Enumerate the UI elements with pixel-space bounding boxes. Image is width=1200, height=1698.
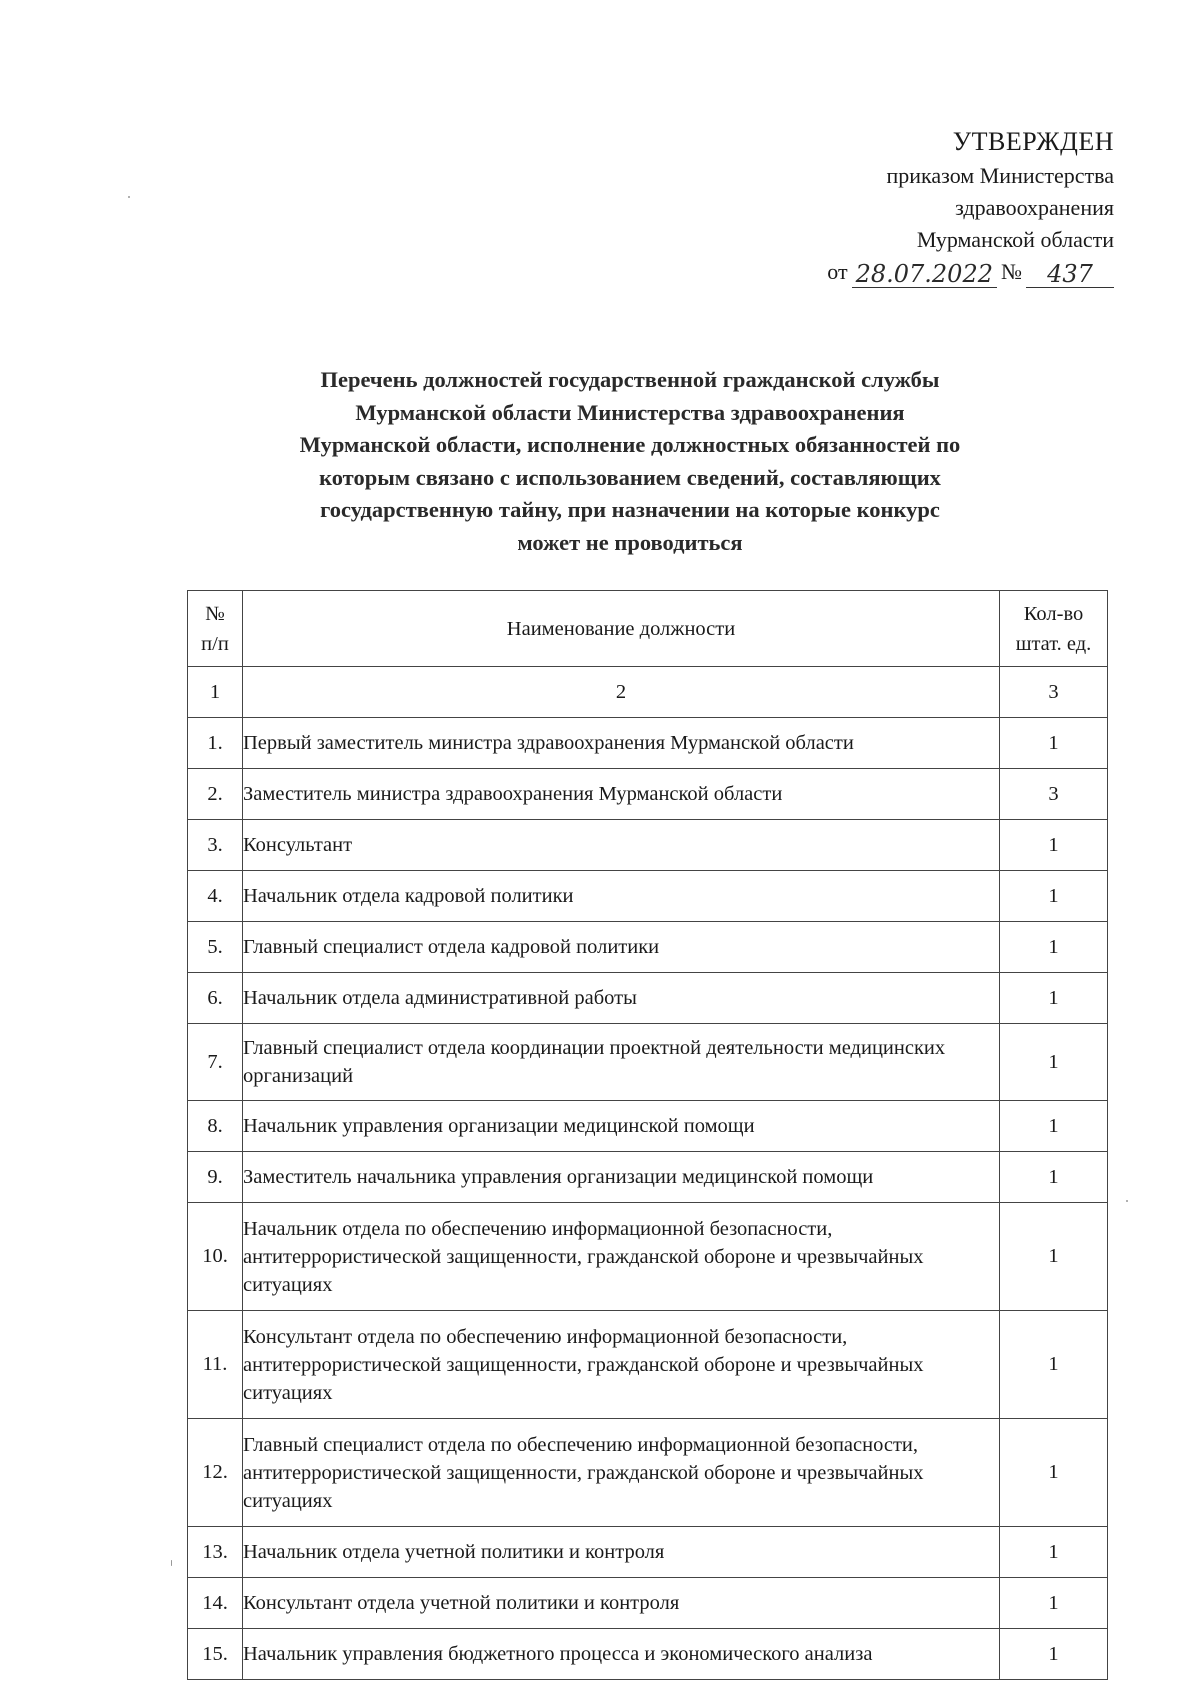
table-row [188,973,1108,1024]
row-qty: 1 [1000,1578,1108,1629]
row-name: Консультант отдела учетной политики и контроля [243,1578,1000,1629]
row-qty: 1 [1000,1152,1108,1203]
row-num: 14. [188,1578,243,1629]
heading-line-1: Перечень должностей государственной гражданской службы [320,367,940,392]
row-name: Начальник управления бюджетного процесса и экономического анализа [243,1629,1000,1680]
table-row [188,1152,1108,1203]
row-num: 5. [188,922,243,973]
row-qty: 1 [1000,718,1108,769]
row-num: 9. [188,1152,243,1203]
row-qty: 1 [1000,1419,1108,1527]
column-index-row [188,667,1108,718]
number-label: № [1001,259,1022,284]
table-row [188,1024,1108,1101]
row-name: Главный специалист отдела по обеспечению информационной безопасности, антитеррористической защищенности, гражданской обороне и чрезвычайных ситуациях [243,1419,1000,1527]
approval-line-2: здравоохранения [955,195,1114,220]
row-qty: 1 [1000,871,1108,922]
table-row [188,1311,1108,1419]
header-qty [1000,591,1108,667]
row-qty: 1 [1000,820,1108,871]
heading-line-2: Мурманской области Министерства здравоохранения [355,399,905,425]
row-name: Первый заместитель министра здравоохранения Мурманской области [243,718,1000,769]
table-row [188,1629,1108,1680]
row-qty: 1 [1000,973,1108,1024]
table-row [188,1578,1108,1629]
heading-line-4: которым связано с использованием сведений, составляющих [319,464,941,490]
handwritten-number: 437 [1026,261,1114,288]
approval-date-line [827,256,1114,288]
row-name: Заместитель начальника управления организации медицинской помощи [243,1152,1000,1203]
table-header-row [188,591,1108,667]
row-name: Начальник отдела учетной политики и контроля [243,1527,1000,1578]
table-row [188,1101,1108,1152]
row-qty: 3 [1000,769,1108,820]
scan-speck [1126,1200,1128,1202]
scan-speck [128,196,130,198]
row-qty: 1 [1000,1203,1108,1311]
approval-line-3: Мурманской области [916,227,1114,252]
approval-block [827,126,1114,288]
row-num: 15. [188,1629,243,1680]
row-num: 7. [188,1024,243,1101]
row-name: Консультант [243,820,1000,871]
document-heading [230,364,1030,559]
header-num-line-2: п/п [201,632,229,655]
table-row [188,820,1108,871]
row-name: Начальник управления организации медицинской помощи [243,1101,1000,1152]
row-qty: 1 [1000,1024,1108,1101]
row-name: Заместитель министра здравоохранения Мурманской области [243,769,1000,820]
row-num: 1. [188,718,243,769]
row-name: Главный специалист отдела кадровой политики [243,922,1000,973]
column-index-2: 2 [243,667,1000,718]
approval-title: УТВЕРЖДЕН [952,127,1114,156]
row-qty: 1 [1000,1629,1108,1680]
row-num: 4. [188,871,243,922]
header-name: Наименование должности [243,591,1000,667]
row-name: Начальник отдела административной работы [243,973,1000,1024]
table-row [188,769,1108,820]
row-qty: 1 [1000,922,1108,973]
row-name: Главный специалист отдела координации проектной деятельности медицинских организаций [243,1024,1000,1101]
scan-speck [171,1560,172,1566]
header-num-line-1: № [205,602,225,625]
row-num: 13. [188,1527,243,1578]
row-num: 10. [188,1203,243,1311]
row-name: Консультант отдела по обеспечению информационной безопасности, антитеррористической защищенности, гражданской обороне и чрезвычайных ситуациях [243,1311,1000,1419]
row-name: Начальник отдела по обеспечению информационной безопасности, антитеррористической защищенности, гражданской обороне и чрезвычайных ситуациях [243,1203,1000,1311]
column-index-1: 1 [188,667,243,718]
approval-line-1: приказом Министерства [886,163,1114,188]
header-num [188,591,243,667]
table-row [188,871,1108,922]
row-num: 8. [188,1101,243,1152]
table-row [188,1527,1108,1578]
table-row [188,922,1108,973]
row-num: 2. [188,769,243,820]
table-row [188,718,1108,769]
row-qty: 1 [1000,1101,1108,1152]
row-qty: 1 [1000,1527,1108,1578]
heading-line-6: может не проводиться [517,529,743,555]
row-num: 11. [188,1311,243,1419]
header-qty-line-2: штат. ед. [1015,632,1092,655]
row-name: Начальник отдела кадровой политики [243,871,1000,922]
table-row [188,1203,1108,1311]
column-index-3: 3 [1000,667,1108,718]
row-num: 6. [188,973,243,1024]
row-qty: 1 [1000,1311,1108,1419]
from-label: от [827,259,848,284]
handwritten-date: 28.07.2022 [852,261,997,288]
table-row [188,1419,1108,1527]
header-qty-line-1: Кол-во [1023,602,1084,625]
row-num: 3. [188,820,243,871]
positions-table [187,590,1108,1680]
heading-line-3: Мурманской области, исполнение должностных обязанностей по [299,432,961,457]
row-num: 12. [188,1419,243,1527]
heading-line-5: государственную тайну, при назначении на которые конкурс [320,497,940,522]
